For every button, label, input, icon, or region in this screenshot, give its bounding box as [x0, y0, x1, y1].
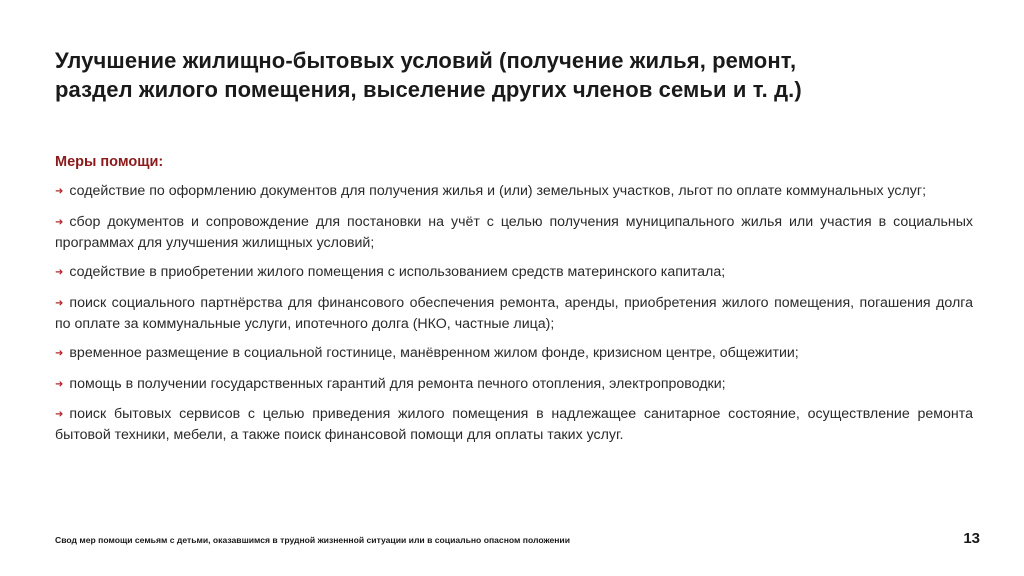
- list-item: [55, 343, 973, 364]
- arrow-right-icon: ➜: [55, 216, 64, 228]
- footer-caption: Свод мер помощи семьям с детьми, оказавшимся в трудной жизненной ситуации или в социально опасном положении: [55, 535, 570, 545]
- arrow-right-icon: ➜: [55, 378, 64, 390]
- page-title: [55, 46, 955, 104]
- title-line-2: раздел жилого помещения, выселение других членов семьи и т. д.): [55, 77, 802, 102]
- list-item-text: содействие в приобретении жилого помещения с использованием средств материнского капитала;: [69, 264, 726, 280]
- list-item-text: поиск бытовых сервисов с целью приведения жилого помещения в надлежащее санитарное состояние, осуществление ремонта бытовой техники, мебели, а также поиск финансовой помощи для оплаты таких услуг.: [55, 406, 973, 443]
- list-item-text: помощь в получении государственных гарантий для ремонта печного отопления, электропроводки;: [69, 375, 726, 392]
- list-item-text: поиск социального партнёрства для финансового обеспечения ремонта, аренды, приобретения жилого помещения, погашения долга по оплате за коммунальные услуги, ипотечного долга (НКО, частные лица);: [55, 294, 973, 332]
- title-line-1: Улучшение жилищно-бытовых условий (получение жилья, ремонт,: [55, 48, 797, 73]
- list-item: [55, 374, 973, 395]
- page-number: 13: [963, 530, 980, 547]
- measures-heading: Меры помощи:: [55, 154, 164, 170]
- measures-list: [55, 181, 973, 445]
- arrow-right-icon: ➜: [55, 348, 64, 359]
- list-item: [55, 293, 973, 334]
- list-item-text: сбор документов и сопровождение для постановки на учёт с целью получения муниципального жилья или участия в социальных программах для улучшения жилищных условий;: [55, 213, 973, 251]
- list-item: [55, 262, 973, 283]
- arrow-right-icon: ➜: [55, 297, 64, 309]
- list-item: [55, 212, 973, 253]
- list-item: [55, 181, 973, 202]
- arrow-right-icon: ➜: [55, 186, 64, 197]
- list-item-text: временное размещение в социальной гостинице, манёвренном жилом фонде, кризисном центре, общежитии;: [69, 345, 799, 361]
- list-item: [55, 404, 973, 445]
- arrow-right-icon: ➜: [55, 409, 64, 420]
- measures-section: [55, 152, 973, 455]
- list-item-text: содействие по оформлению документов для получения жилья и (или) земельных участков, льгот по оплате коммунальных услуг;: [69, 183, 927, 199]
- arrow-right-icon: ➜: [55, 267, 64, 278]
